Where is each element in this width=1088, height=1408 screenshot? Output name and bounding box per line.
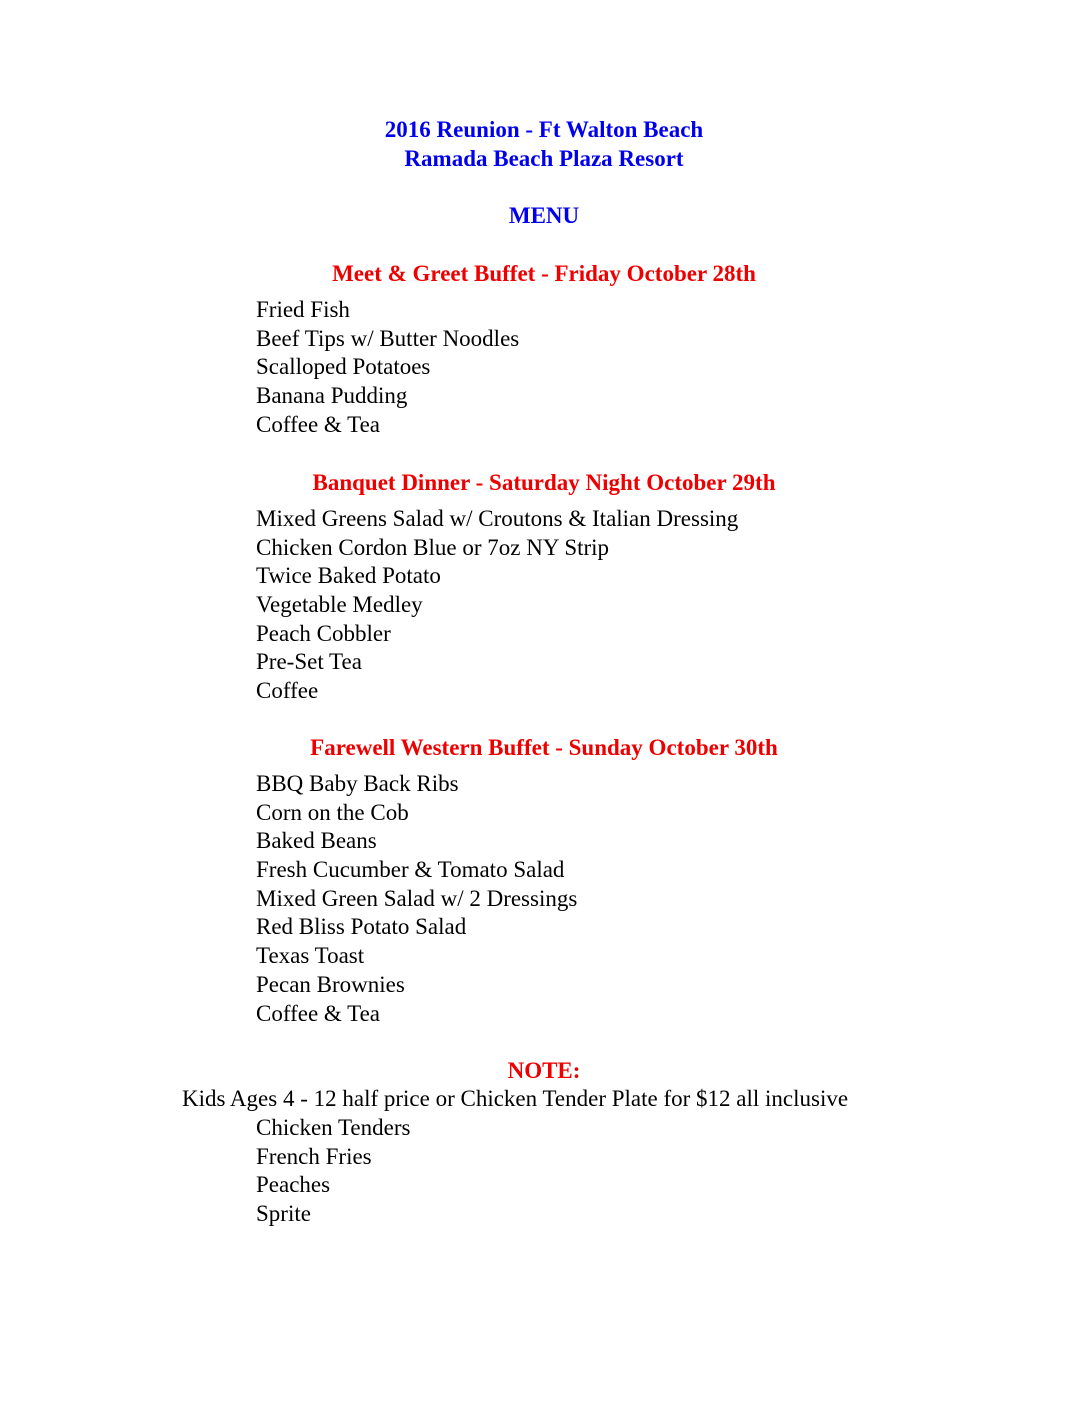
list-item: BBQ Baby Back Ribs <box>256 771 459 796</box>
list-item: Pecan Brownies <box>256 971 405 997</box>
list-item: Peaches <box>256 1172 331 1198</box>
section-items-meet-greet <box>256 296 519 439</box>
list-item: Fried Fish <box>256 297 350 322</box>
menu-label: MENU <box>508 203 580 228</box>
list-item: Chicken Tenders <box>256 1115 411 1140</box>
list-item: Twice Baked Potato <box>256 563 441 589</box>
venue-title: Ramada Beach Plaza Resort <box>404 146 684 171</box>
section-items-farewell <box>256 770 577 1028</box>
section-heading-meet-greet: Meet & Greet Buffet - Friday October 28th <box>332 261 756 286</box>
note-items <box>256 1114 410 1229</box>
section-heading-banquet: Banquet Dinner - Saturday Night October 29th <box>312 470 776 495</box>
list-item: Banana Pudding <box>256 383 408 409</box>
list-item: French Fries <box>256 1143 372 1169</box>
note-text: Kids Ages 4 - 12 half price or Chicken Tender Plate for $12 all inclusive <box>182 1086 849 1111</box>
list-item: Vegetable Medley <box>256 592 423 618</box>
list-item: Texas Toast <box>256 943 365 969</box>
list-item: Coffee & Tea <box>256 411 380 437</box>
list-item: Scalloped Potatoes <box>256 354 431 380</box>
list-item: Fresh Cucumber & Tomato Salad <box>256 857 565 883</box>
list-item: Peach Cobbler <box>256 620 391 646</box>
list-item: Coffee <box>256 678 319 704</box>
list-item: Beef Tips w/ Butter Noodles <box>256 325 520 351</box>
list-item: Corn on the Cob <box>256 799 409 825</box>
list-item: Sprite <box>256 1201 311 1227</box>
list-item: Mixed Greens Salad w/ Croutons & Italian Dressing <box>256 506 739 531</box>
section-heading-farewell: Farewell Western Buffet - Sunday October 30th <box>310 735 778 760</box>
list-item: Coffee & Tea <box>256 1000 380 1026</box>
list-item: Mixed Green Salad w/ 2 Dressings <box>256 885 578 911</box>
list-item: Red Bliss Potato Salad <box>256 914 467 940</box>
list-item: Chicken Cordon Blue or 7oz NY Strip <box>256 534 610 560</box>
list-item: Pre-Set Tea <box>256 649 362 675</box>
reunion-title: 2016 Reunion - Ft Walton Beach <box>384 117 704 142</box>
section-items-banquet <box>256 505 738 706</box>
list-item: Baked Beans <box>256 828 377 854</box>
note-label: NOTE: <box>507 1058 581 1083</box>
